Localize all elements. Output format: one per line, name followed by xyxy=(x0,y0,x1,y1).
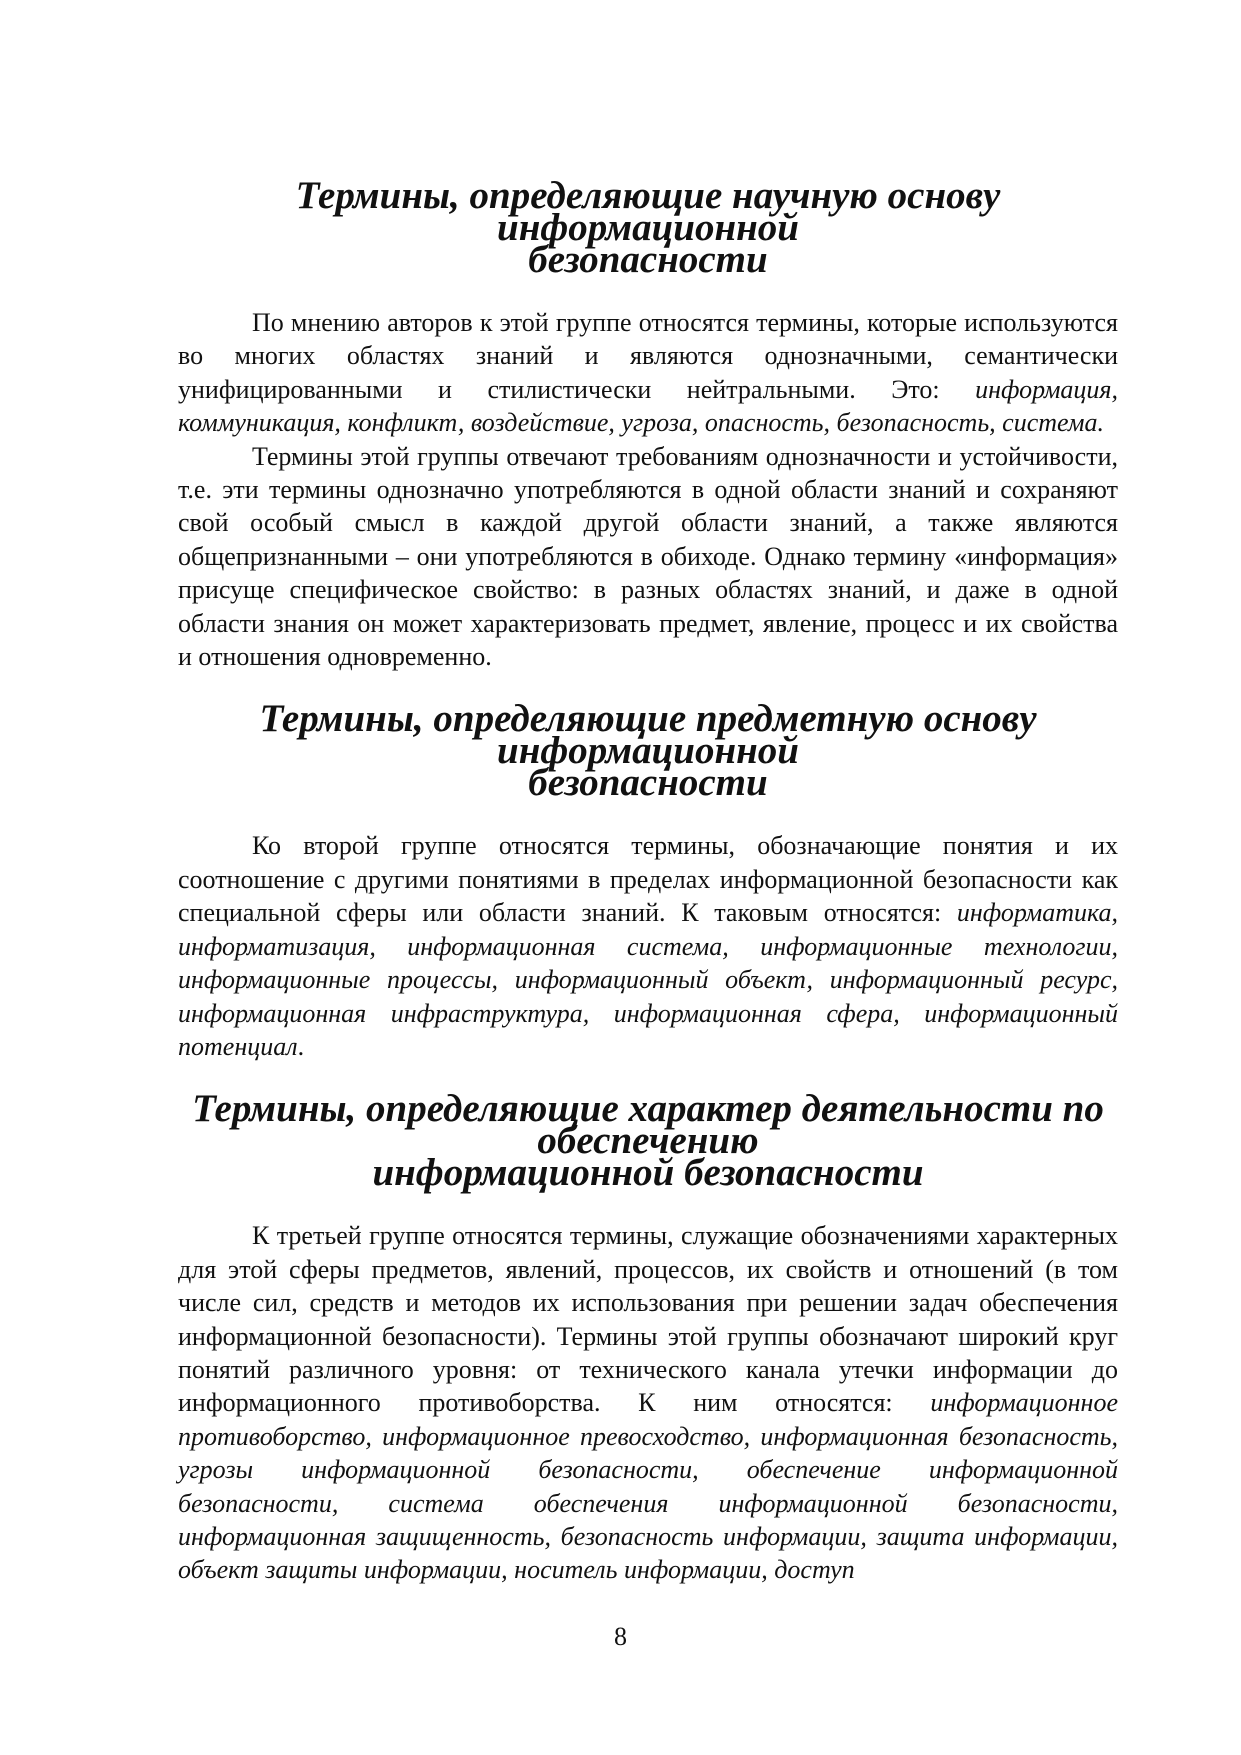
paragraph xyxy=(178,306,1118,440)
document-page xyxy=(178,174,1118,1587)
paragraph-text: К третьей группе относятся термины, служащие обозначениями характерных для этой сферы предметов, явлений, процессов, их свойств и отношений (в том числе сил, средств и методов их использования при решении задач обеспечения информационной безопасности). Термины этой группы обозначают широкий круг понятий различного уровня: от технического канала утечки информации до информационного противоборства. К ним относятся: xyxy=(178,1221,1118,1418)
italic-terms: информация, коммуникация, конфликт, воздействие, угроза, опасность, безопасность, система. xyxy=(178,374,1118,438)
italic-terms: информатика, информатизация, информационная система, информационные технологии, информационные процессы, информационный объект, информационный ресурс, информационная инфраструктура, информационная сфера, информационный потенциал xyxy=(178,898,1118,1061)
heading-line: Термины, определяющие научную основу информационной xyxy=(295,174,1001,249)
page-number: 8 xyxy=(614,1622,627,1651)
section-heading-scientific-basis xyxy=(178,174,1118,281)
section-heading-subject-basis xyxy=(178,697,1118,805)
paragraph-tail: . xyxy=(297,1031,305,1061)
paragraph-text: Ко второй группе относятся термины, обозначающие понятия и их соотношение с другими понятиями в пределах информационной безопасности как специальной сферы или области знаний. К таковым относятся: xyxy=(178,831,1118,928)
paragraph-text: Термины этой группы отвечают требованиям однозначности и устойчивости, т.е. эти термины однозначно употребляются в одной области знаний и сохраняют свой особый смысл в каждой другой области знаний, а также являются общепризнанными – они употребляются в обиходе. Однако термину «информация» присуще специфическое свойство: в разных областях знаний, и даже в одной области знания он может характеризовать предмет, явление, процесс и их свойства и отношения одновременно. xyxy=(178,441,1118,672)
heading-line: Термины, определяющие характер деятельности по обеспечению xyxy=(192,1087,1104,1163)
heading-line: информационной безопасности xyxy=(372,1151,924,1195)
italic-terms: информационное противоборство, информационное превосходство, информационная безопасность, угрозы информационной безопасности, обеспечение информационной безопасности, система обеспечения информационной безопасности, информационная защищенность, безопасность информации, защита информации, объект защиты информации, носитель информации, доступ xyxy=(178,1388,1118,1585)
heading-line: Термины, определяющие предметную основу информационной xyxy=(259,697,1037,773)
paragraph xyxy=(178,1219,1118,1586)
section-heading-activity-nature xyxy=(178,1087,1118,1195)
heading-line: безопасности xyxy=(528,238,768,281)
heading-line: безопасности xyxy=(528,761,768,805)
paragraph-text: По мнению авторов к этой группе относятся термины, которые используются во многих областях знаний и являются однозначными, семантически унифицированными и стилистически нейтральными. Это: xyxy=(178,308,1118,404)
paragraph xyxy=(178,440,1118,674)
paragraph xyxy=(178,829,1118,1063)
